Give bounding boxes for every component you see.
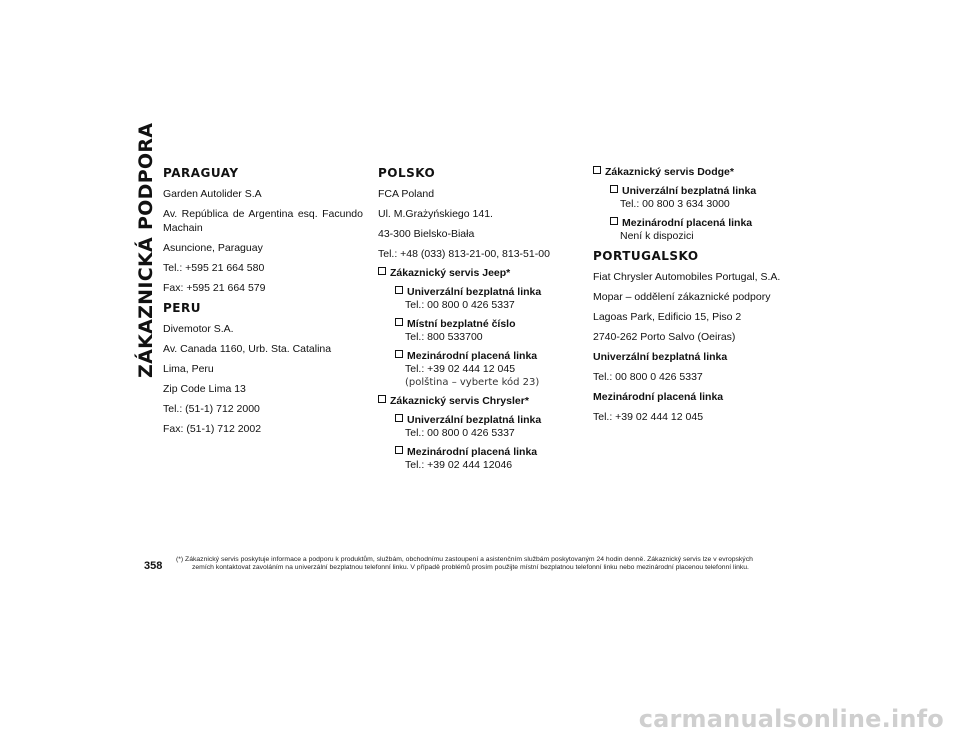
polsko-line: Ul. M.Grażyńskiego 141. (378, 208, 493, 220)
portugal-line: Lagoas Park, Edificio 15, Piso 2 (593, 311, 742, 323)
checkbox-square-icon (395, 350, 403, 358)
checkbox-square-icon (593, 166, 601, 174)
watermark: carmanualsonline.info (638, 705, 944, 733)
checkbox-square-icon (395, 414, 403, 422)
peru-line: Tel.: (51-1) 712 2000 (163, 403, 260, 415)
chrysler-intl-line: Mezinárodní placená linka Tel.: +39 02 444 12046 (395, 446, 578, 472)
paraguay-line: Tel.: +595 21 664 580 (163, 262, 265, 274)
paraguay-line: Fax: +595 21 664 579 (163, 282, 266, 294)
jeep-intl-line: Mezinárodní placená linka Tel.: +39 02 444 12 045 (polština – vyberte kód 23) (395, 350, 578, 389)
dodge-free-line: Univerzální bezplatná linka Tel.: 00 800 3 634 3000 (610, 185, 793, 211)
portugal-free-label: Univerzální bezplatná linka (593, 351, 728, 363)
portugal-intl-label: Mezinárodní placená linka (593, 391, 724, 403)
polsko-line: FCA Poland (378, 188, 435, 200)
jeep-free-line: Univerzální bezplatná linka Tel.: 00 800 0 426 5337 (395, 286, 578, 312)
portugal-line: 2740-262 Porto Salvo (Oeiras) (593, 331, 736, 343)
chrysler-service: Zákaznický servis Chrysler* (378, 395, 578, 408)
paraguay-line: Asuncione, Paraguay (163, 242, 263, 254)
portugal-line: Mopar – oddělení zákaznické podpory (593, 291, 771, 303)
checkbox-square-icon (610, 217, 618, 225)
footnote (176, 556, 796, 572)
peru-line: Zip Code Lima 13 (163, 383, 246, 395)
page-number: 358 (144, 560, 163, 572)
jeep-local-line: Místní bezplatné číslo Tel.: 800 533700 (395, 318, 578, 344)
column-2 (378, 166, 578, 478)
dodge-service: Zákaznický servis Dodge* (593, 166, 793, 179)
heading-paraguay: PARAGUAY (163, 166, 239, 180)
column-1 (163, 166, 363, 442)
portugal-line: Fiat Chrysler Automobiles Portugal, S.A. (593, 271, 781, 283)
heading-peru: PERU (163, 301, 201, 315)
dodge-intl-line: Mezinárodní placená linka Není k dispozici (610, 217, 793, 243)
paraguay-line: Av. República de Argentina esq. Facundo Machain (163, 208, 363, 234)
portugal-intl-tel: Tel.: +39 02 444 12 045 (593, 411, 704, 423)
heading-portugalsko: PORTUGALSKO (593, 249, 699, 263)
column-3 (593, 166, 793, 430)
checkbox-square-icon (395, 286, 403, 294)
checkbox-square-icon (395, 318, 403, 326)
heading-polsko: POLSKO (378, 166, 436, 180)
polsko-line: 43-300 Bielsko-Biała (378, 228, 475, 240)
jeep-service: Zákaznický servis Jeep* (378, 267, 578, 280)
checkbox-square-icon (378, 395, 386, 403)
polsko-line: Tel.: +48 (033) 813-21-00, 813-51-00 (378, 248, 550, 260)
paraguay-line: Garden Autolider S.A (163, 188, 262, 200)
peru-line: Divemotor S.A. (163, 323, 234, 335)
checkbox-square-icon (395, 446, 403, 454)
peru-line: Fax: (51-1) 712 2002 (163, 423, 262, 435)
checkbox-square-icon (378, 267, 386, 275)
chrysler-free-line: Univerzální bezplatná linka Tel.: 00 800 0 426 5337 (395, 414, 578, 440)
peru-line: Lima, Peru (163, 363, 214, 375)
portugal-free-tel: Tel.: 00 800 0 426 5337 (593, 371, 703, 383)
footnote-line-1: (*) Zákaznický servis poskytuje informace a podporu k produktům, službám, obchodnímu zastoupení a asistenčním službám poskytovaným 24 hodin denně. Zákaznický servis lze v evropských (176, 556, 753, 563)
peru-line: Av. Canada 1160, Urb. Sta. Catalina (163, 343, 332, 355)
footnote-line-2: zemích kontaktovat zavoláním na univerzální bezplatnou telefonní linku. V případě problémů prosím použijte místní bezplatnou telefonní linku nebo mezinárodní placenou telefonní linku. (192, 564, 749, 571)
section-side-title: ZÁKAZNICKÁ PODPORA (135, 122, 157, 378)
checkbox-square-icon (610, 185, 618, 193)
